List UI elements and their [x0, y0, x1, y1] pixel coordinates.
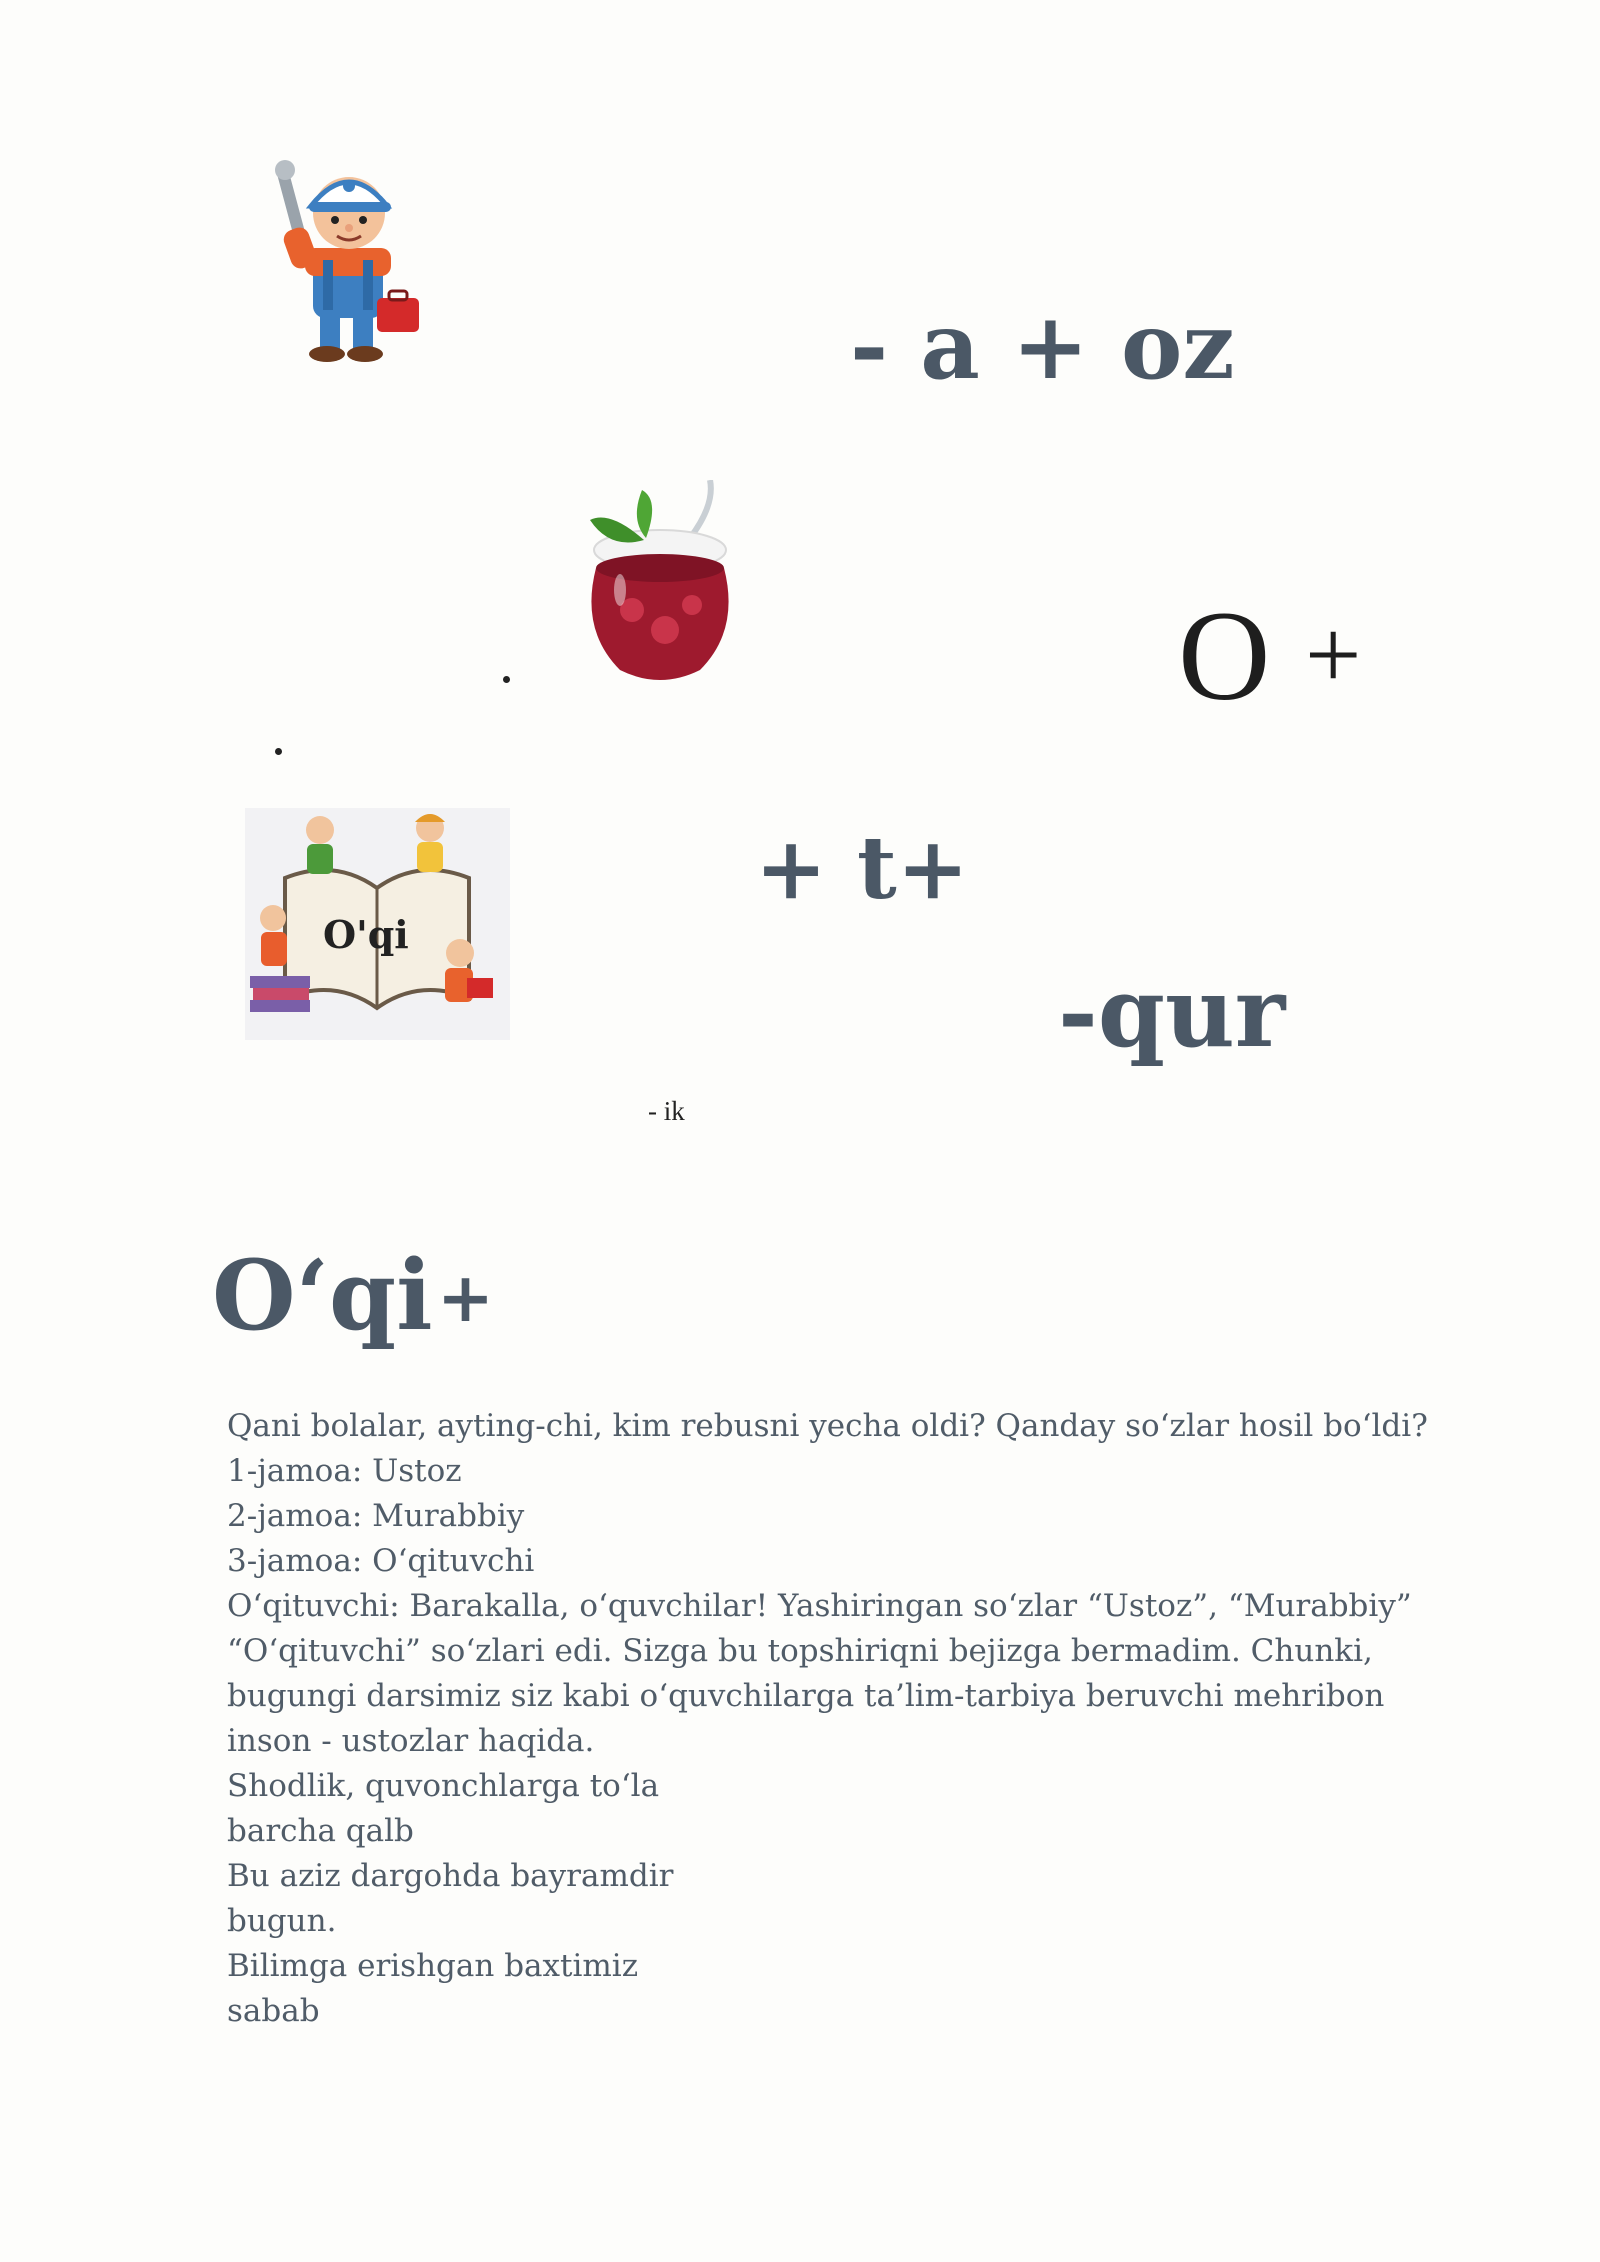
- poem-line-3: Bu aziz dargohda bayramdir: [227, 1858, 674, 1894]
- jam-jar-picture: [580, 480, 750, 690]
- poem-line-1: Shodlik, quvonchlarga to‘la: [227, 1768, 660, 1804]
- rebus-letter-o: O: [1178, 585, 1271, 727]
- rebus-line-1: - a + oz: [850, 292, 1235, 400]
- rebus-big-plus: +: [437, 1258, 494, 1338]
- poem-line-4: bugun.: [227, 1903, 337, 1939]
- rebus-line-3: + t+: [755, 818, 969, 919]
- rebus-small-label: - ik: [648, 1096, 685, 1126]
- bullet-dot: [275, 748, 282, 755]
- poem-line-2: barcha qalb: [227, 1813, 414, 1849]
- poem-line-6: sabab: [227, 1993, 320, 2029]
- paragraph-question: Qani bolalar, ayting-chi, kim rebusni yecha oldi? Qanday so‘zlar hosil bo‘ldi?: [227, 1408, 1428, 1444]
- book-cover-text: O'qi: [323, 912, 409, 957]
- paragraph-team-3: 3-jamoa: O‘qituvchi: [227, 1543, 535, 1579]
- poem-line-5: Bilimga erishgan baxtimiz: [227, 1948, 639, 1984]
- plumber-boy-picture: [265, 148, 435, 373]
- paragraph-team-2: 2-jamoa: Murabbiy: [227, 1498, 525, 1534]
- bullet-dot: [503, 676, 510, 683]
- rebus-plus: +: [1305, 599, 1362, 710]
- paragraph-teacher: O‘qituvchi: Barakalla, o‘quvchilar! Yashiringan so‘zlar “Ustoz”, “Murabbiy” “O‘qituvchi” so‘zlari edi. Sizga bu topshiriqni bejizga bermadim. Chunki, bugungi darsimiz siz kabi o‘quvchilarga ta’lim-tarbiya beruvchi mehribon inson - ustozlar haqida.: [227, 1588, 1412, 1759]
- lesson-text: [227, 1404, 1467, 2034]
- paragraph-team-1: 1-jamoa: Ustoz: [227, 1453, 462, 1489]
- rebus-line-4: -qur: [1058, 956, 1286, 1069]
- kids-reading-book-picture: [245, 808, 510, 1040]
- rebus-big-word: O‘qi: [212, 1239, 433, 1352]
